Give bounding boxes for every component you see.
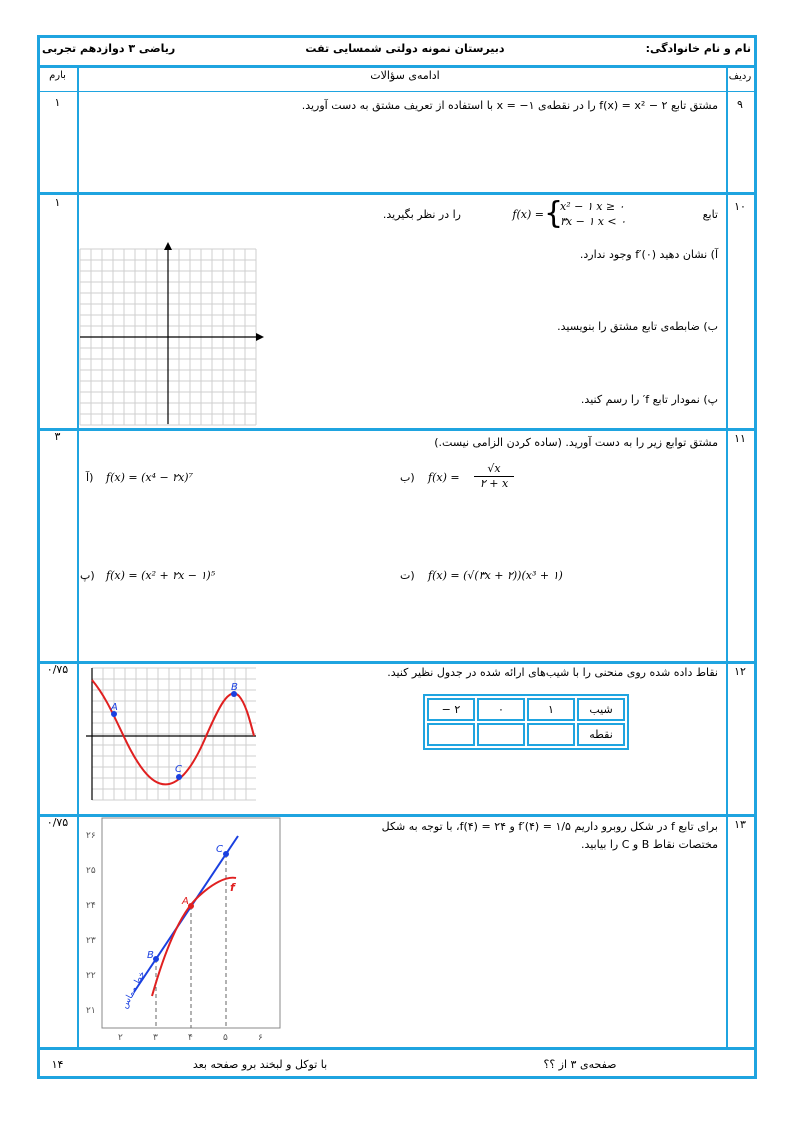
- q13-number: ۱۳: [734, 818, 746, 831]
- q10-piecewise: [512, 196, 690, 231]
- q10-part-p: پ) نمودار تابع f′ را رسم کنید.: [580, 393, 718, 406]
- q13-x-tick-5: ۵: [223, 1033, 228, 1043]
- q13-y-tick-23: ۲۳: [86, 936, 96, 946]
- q11-divider: [40, 661, 754, 664]
- q11-b-numerator: √x: [474, 462, 514, 477]
- q10-piece-2: ۳x − ۱ x < ۰: [560, 215, 627, 228]
- q13-point-a-label: A: [182, 896, 189, 907]
- footer-page-number: صفحه‌ی ۳ از ؟؟: [543, 1058, 617, 1071]
- q11-b-fraction: [474, 462, 514, 491]
- header-divider: [40, 65, 754, 68]
- q10-part-a: آ) نشان دهید f′(۰) وجود ندارد.: [579, 248, 718, 261]
- q13-line-2: مختصات نقاط B و C را بیابید.: [581, 838, 718, 851]
- q10-intro-prefix: تابع: [702, 208, 718, 221]
- q12-point-a-label: A: [111, 702, 118, 713]
- score-column-divider: [77, 65, 79, 1048]
- q11-t-formula: f(x) = (√(۳x + ۲))(x³ + ۱): [428, 569, 563, 582]
- q13-divider: [40, 1047, 754, 1050]
- row-column-header: ردیف: [728, 71, 752, 82]
- q10-grid-graph: [78, 240, 264, 426]
- q13-y-tick-26: ۲۶: [86, 831, 96, 841]
- q9-text: مشتق تابع ۲ − f(x) = x² را در نقطه‌ی ۱− = x با استفاده از تعریف مشتق به دست آورید.: [301, 99, 718, 112]
- q11-t-label: ت): [400, 569, 415, 582]
- q12-curve: [92, 680, 254, 784]
- q13-point-c: [223, 851, 229, 857]
- q12-score: ۰/۷۵: [46, 663, 69, 676]
- q13-point-a: [188, 903, 194, 909]
- footer-total-score: ۱۴: [51, 1058, 64, 1071]
- q12-point-c-label: C: [175, 764, 182, 775]
- q13-y-tick-24: ۲۴: [86, 901, 96, 911]
- q13-tangent-label: خط مماس: [119, 969, 148, 1011]
- footer-note: با توکل و لبخند برو صفحه بعد: [192, 1058, 328, 1071]
- q9-number: ۹: [737, 98, 743, 111]
- q13-curve-label: f: [230, 881, 235, 894]
- q12-number: ۱۲: [734, 665, 746, 678]
- q11-p-label: پ): [80, 569, 95, 582]
- q11-p-formula: f(x) = (x² + ۲x − ۱)⁵: [106, 569, 216, 582]
- q12-answer-cell-1[interactable]: [527, 723, 575, 746]
- school-name: دبیرستان نمونه دولتی شمسایی تفت: [305, 42, 505, 55]
- q10-piece-1: x² − ۱ x ≥ ۰: [560, 200, 625, 213]
- q12-answer-cell-3[interactable]: [427, 723, 475, 746]
- q10-intro-suffix: را در نظر بگیرید.: [382, 208, 461, 221]
- q13-line-1: برای تابع f در شکل روبرو داریم ۱/۵ = f′(۴) و ۲۴ = f(۴)، با توجه به شکل: [381, 820, 718, 833]
- q13-x-tick-6: ۶: [258, 1033, 263, 1043]
- column-header-divider: [40, 91, 754, 92]
- q11-text: مشتق توابع زیر را به دست آورید. (ساده کردن الزامی نیست.): [434, 436, 718, 449]
- q10-y-arrow: [164, 242, 172, 250]
- name-label: نام و نام خانوادگی:: [645, 42, 751, 55]
- q10-x-arrow: [256, 333, 264, 341]
- q12-slope-table: [423, 694, 629, 750]
- q11-b-lhs: f(x) =: [428, 471, 460, 484]
- q12-point-row-label: نقطه: [577, 723, 625, 746]
- q11-a-formula: f(x) = (x⁴ − ۲x)⁷: [106, 471, 193, 484]
- q12-answer-cell-2[interactable]: [477, 723, 525, 746]
- q10-score: ۱: [54, 196, 61, 209]
- q11-b-denominator: ۲ + x: [479, 477, 509, 490]
- score-column-header: بارم: [49, 70, 66, 81]
- q13-y-tick-25: ۲۵: [86, 866, 96, 876]
- q11-b-label: ب): [400, 471, 415, 484]
- q12-curve-graph: [84, 666, 258, 802]
- q13-x-tick-3: ۳: [153, 1033, 158, 1043]
- q11-number: ۱۱: [734, 432, 746, 445]
- q13-y-tick-21: ۲۱: [86, 1006, 96, 1016]
- q13-x-tick-2: ۲: [118, 1033, 123, 1043]
- q13-point-b: [153, 956, 159, 962]
- q12-slope-0: ۰: [477, 698, 525, 721]
- questions-column-header: ادامه‌ی سؤالات: [370, 69, 440, 82]
- q10-part-b: ب) ضابطه‌ی تابع مشتق را بنویسید.: [557, 320, 718, 333]
- q9-score: ۱: [54, 96, 61, 109]
- q12-slope-neg2: ۲ −: [427, 698, 475, 721]
- q12-slope-1: ۱: [527, 698, 575, 721]
- q11-score: ۳: [54, 430, 61, 443]
- q13-x-tick-4: ۴: [188, 1033, 193, 1043]
- q12-slope-row-label: شیب: [577, 698, 625, 721]
- course-name: ریاضی ۳ دوازدهم تجربی: [42, 42, 176, 55]
- q12-text: نقاط داده شده روی منحنی را با شیب‌های ارائه شده در جدول نظیر کنید.: [387, 666, 718, 679]
- q11-a-label: آ): [86, 471, 94, 484]
- q13-tangent-graph: [84, 814, 284, 1046]
- q10-fx: f(x) =: [512, 208, 544, 221]
- q10-number: ۱۰: [734, 200, 746, 213]
- q9-divider: [40, 192, 754, 195]
- q10-divider: [40, 428, 754, 431]
- q13-point-c-label: C: [216, 844, 223, 855]
- q13-score: ۰/۷۵: [46, 816, 69, 829]
- q10-brace: {: [544, 196, 564, 231]
- q13-y-tick-22: ۲۲: [86, 971, 96, 981]
- q12-point-b-label: B: [231, 682, 238, 693]
- q13-point-b-label: B: [147, 950, 154, 961]
